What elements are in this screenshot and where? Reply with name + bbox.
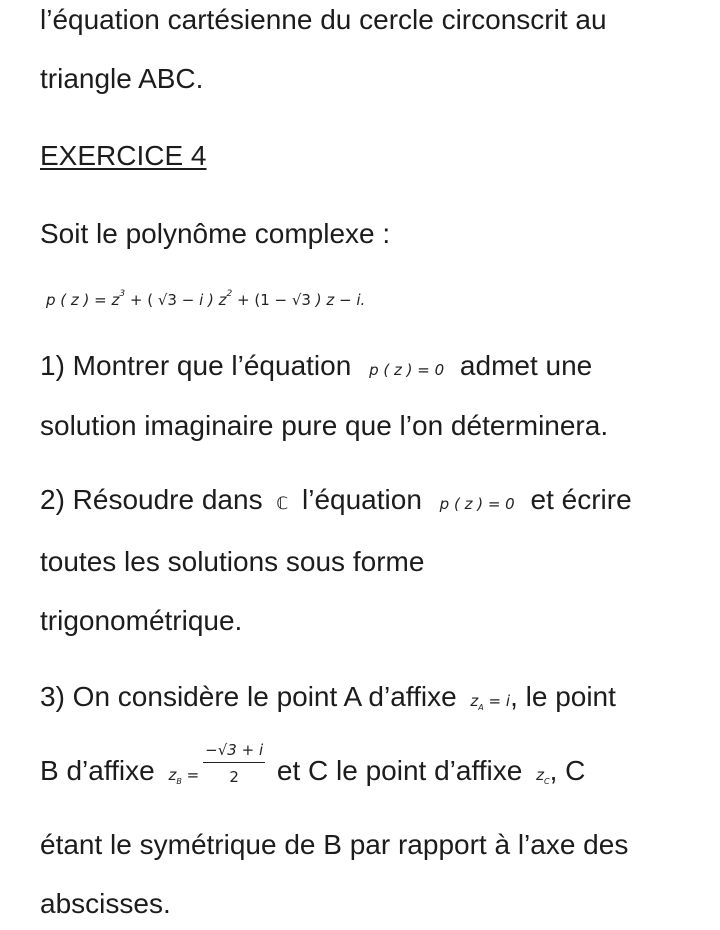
exercise-heading: EXERCICE 4	[40, 140, 207, 171]
zB-equals: =	[181, 766, 200, 784]
poly-z2: z	[218, 291, 227, 309]
q2-equation: p ( z ) = 0	[439, 495, 515, 513]
zB-symbol: z	[168, 766, 177, 784]
question-3-line-3: étant le symétrique de B par rapport à l’axe des	[40, 829, 629, 860]
q2-part2: l’équation	[302, 484, 422, 515]
zA-expression	[470, 692, 510, 710]
zA-subscript: A	[478, 703, 484, 712]
intro-line-2: triangle ABC.	[40, 63, 204, 94]
poly-sqrt3: √3	[157, 291, 177, 309]
polynomial-formula	[46, 277, 365, 317]
poly-lhs: p ( z ) = z	[46, 291, 120, 309]
poly-plus-open: + (	[125, 291, 158, 309]
question-2-line-2: toutes les solutions sous forme	[40, 546, 425, 577]
q3-line2-part1: B d’affixe	[40, 755, 155, 786]
question-1-line-2: solution imaginaire pure que l’on déterminera.	[40, 410, 609, 441]
poly-plus-one: + (1 −	[232, 291, 292, 309]
complex-set-symbol: ℂ	[276, 494, 289, 514]
zC-subscript: C	[543, 777, 550, 786]
zC-symbol: z	[536, 766, 544, 784]
question-3-line-2	[40, 741, 586, 799]
q1-part1: 1) Montrer que l’équation	[40, 350, 352, 381]
zB-subscript: B	[176, 777, 182, 786]
zB-numerator: −√3 + i	[203, 740, 265, 763]
zB-fraction	[203, 740, 265, 787]
polynomial-intro: Soit le polynôme complexe :	[40, 218, 391, 249]
poly-exp3: 3	[119, 289, 126, 299]
question-3-line-1	[40, 680, 616, 725]
q2-part1: 2) Résoudre dans	[40, 484, 263, 515]
zB-denominator: 2	[229, 768, 239, 787]
intro-line-1: l’équation cartésienne du cercle circonscrit au	[40, 4, 607, 35]
q3-line2-part2: et C le point d’affixe	[276, 755, 523, 786]
poly-sqrt3-b: √3	[291, 291, 311, 309]
question-2-line-3: trigonométrique.	[40, 605, 243, 636]
zC-expression	[536, 766, 549, 784]
q2-part3: et écrire	[530, 484, 632, 515]
poly-exp2: 2	[226, 289, 233, 299]
question-2-line-1	[40, 483, 632, 521]
poly-close-z: ) z − i.	[310, 291, 366, 309]
q1-equation: p ( z ) = 0	[369, 361, 445, 379]
zA-value: = i	[483, 692, 511, 710]
question-1-line-1	[40, 349, 592, 387]
q3-part1: 3) On considère le point A d’affixe	[40, 681, 457, 712]
poly-minus-i: − i )	[176, 291, 219, 309]
q3-part2: , le point	[510, 681, 616, 712]
zB-expression	[168, 766, 199, 784]
zA-symbol: z	[470, 692, 479, 710]
question-3-line-4: abscisses.	[40, 888, 171, 919]
q1-part2: admet une	[459, 350, 593, 381]
q3-line2-part3: , C	[549, 755, 586, 786]
